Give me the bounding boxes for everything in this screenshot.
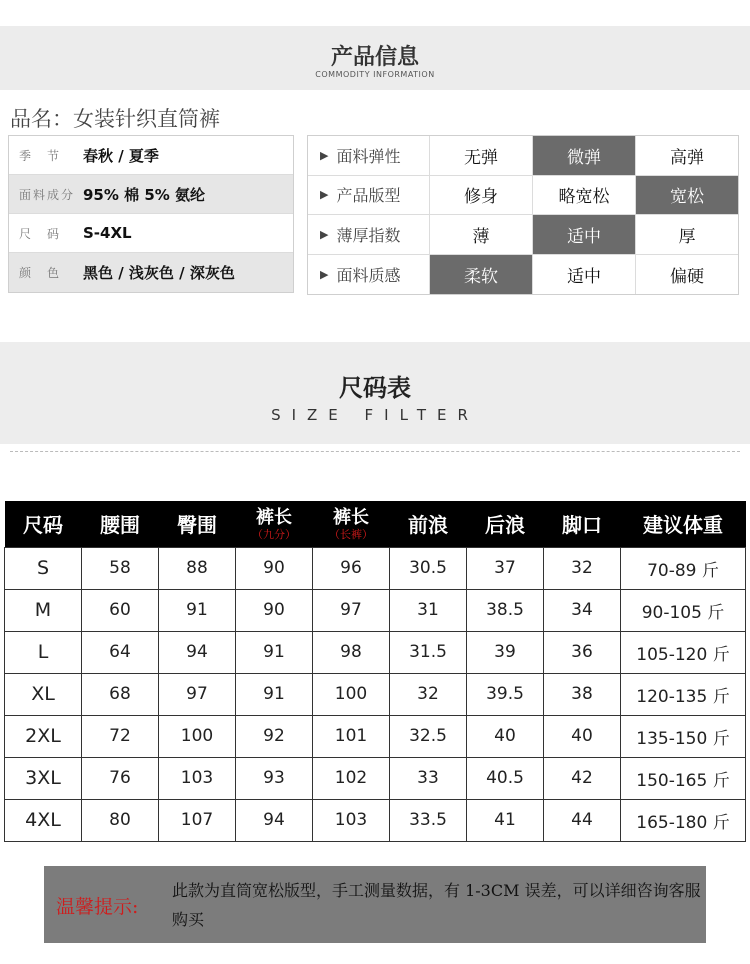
size-table-header-cell: 后浪 (467, 501, 544, 547)
attribute-label (308, 255, 430, 295)
table-cell: 39.5 (467, 673, 544, 715)
table-cell: 96 (313, 547, 390, 589)
attribute-option: 柔软 (430, 255, 533, 295)
attribute-row (308, 215, 738, 255)
table-cell: 68 (82, 673, 159, 715)
table-cell: 33 (390, 757, 467, 799)
table-cell: 76 (82, 757, 159, 799)
spec-key: 季 节 (19, 148, 62, 163)
attribute-row (308, 136, 738, 176)
spec-row (9, 253, 293, 292)
product-name (10, 103, 220, 133)
spec-table (8, 135, 294, 293)
size-table-header-cell: 腰围 (82, 501, 159, 547)
size-chart-subtitle: SIZE FILTER (271, 406, 479, 424)
arrow-right-icon: ▶ (320, 188, 329, 202)
attribute-row (308, 176, 738, 216)
commodity-title: 产品信息 (330, 45, 419, 70)
size-table-header-cell: 尺码 (5, 501, 82, 547)
table-cell: L (5, 631, 82, 673)
commodity-banner (0, 26, 750, 90)
table-cell: 105-120 斤 (621, 631, 746, 673)
table-cell: 91 (159, 589, 236, 631)
spec-value: 黑色 / 浅灰色 / 深灰色 (83, 264, 235, 282)
table-cell: 91 (236, 631, 313, 673)
table-cell: 2XL (5, 715, 82, 757)
size-table-header (5, 501, 746, 547)
spec-value: 95% 棉 5% 氨纶 (83, 185, 206, 204)
table-cell: 36 (544, 631, 621, 673)
attribute-option: 略宽松 (533, 176, 636, 215)
spec-key: 尺 码 (19, 226, 62, 241)
spec-row (9, 136, 293, 175)
commodity-subtitle: COMMODITY INFORMATION (315, 70, 435, 79)
table-cell: 94 (159, 631, 236, 673)
table-cell: 3XL (5, 757, 82, 799)
attribute-option: 无弹 (430, 136, 533, 175)
table-cell: 94 (236, 799, 313, 841)
size-table-header-cell: 臀围 (159, 501, 236, 547)
table-cell: 92 (236, 715, 313, 757)
spec-value: S-4XL (83, 224, 132, 242)
table-cell: 70-89 斤 (621, 547, 746, 589)
table-cell: 107 (159, 799, 236, 841)
table-cell: 58 (82, 547, 159, 589)
header-sub-text: （长裤） (329, 527, 373, 541)
divider (10, 451, 740, 452)
attribute-option: 适中 (533, 255, 636, 295)
size-table-header-cell: 建议体重 (621, 501, 746, 547)
attribute-option: 薄 (430, 215, 533, 254)
table-row (5, 757, 746, 799)
table-cell: 90 (236, 589, 313, 631)
table-cell: 41 (467, 799, 544, 841)
attribute-label (308, 215, 430, 254)
attribute-label (308, 176, 430, 215)
notice-label: 温馨提示: (56, 896, 139, 918)
spec-row (9, 214, 293, 253)
arrow-right-icon: ▶ (320, 267, 329, 281)
table-row (5, 715, 746, 757)
attribute-label-text: 薄厚指数 (336, 225, 401, 245)
table-cell: 44 (544, 799, 621, 841)
table-cell: 30.5 (390, 547, 467, 589)
size-chart-title: 尺码表 (339, 374, 411, 402)
table-cell: 135-150 斤 (621, 715, 746, 757)
spec-value: 春秋 / 夏季 (83, 146, 159, 165)
size-table-header-cell (236, 501, 313, 547)
attribute-label-text: 面料质感 (336, 265, 401, 285)
spec-key: 面料成分 (19, 187, 76, 202)
table-cell: 38.5 (467, 589, 544, 631)
table-cell: 100 (159, 715, 236, 757)
table-cell: 37 (467, 547, 544, 589)
table-row (5, 631, 746, 673)
table-cell: 98 (313, 631, 390, 673)
table-cell: 33.5 (390, 799, 467, 841)
table-cell: 103 (313, 799, 390, 841)
table-cell: 39 (467, 631, 544, 673)
attribute-row (308, 255, 738, 295)
table-cell: 31 (390, 589, 467, 631)
attribute-option: 宽松 (636, 176, 738, 215)
table-cell: 40 (544, 715, 621, 757)
table-cell: 72 (82, 715, 159, 757)
table-cell: S (5, 547, 82, 589)
table-cell: 32.5 (390, 715, 467, 757)
spec-key: 颜 色 (19, 266, 62, 280)
product-name-value: 女装针织直筒裤 (73, 107, 220, 131)
table-row (5, 673, 746, 715)
table-cell: 4XL (5, 799, 82, 841)
arrow-right-icon: ▶ (320, 227, 329, 241)
attribute-option: 微弹 (533, 136, 636, 175)
table-cell: 64 (82, 631, 159, 673)
header-main-text: 裤长 (333, 506, 369, 528)
notice-box (44, 866, 706, 943)
product-name-label: 品名： (10, 107, 73, 131)
arrow-right-icon: ▶ (320, 148, 329, 162)
table-cell: 88 (159, 547, 236, 589)
spec-row (9, 175, 293, 214)
notice-text: 此款为直筒宽松版型，手工测量数据，有 1-3CM 误差，可以详细咨询客服购买 (172, 881, 701, 929)
table-cell: 80 (82, 799, 159, 841)
table-cell: 90 (236, 547, 313, 589)
table-cell: 97 (159, 673, 236, 715)
header-main-text: 裤长 (256, 506, 292, 528)
attribute-label (308, 136, 430, 175)
table-row (5, 799, 746, 841)
size-chart-banner (0, 342, 750, 444)
table-cell: 32 (544, 547, 621, 589)
table-cell: 40.5 (467, 757, 544, 799)
table-cell: M (5, 589, 82, 631)
table-cell: 40 (467, 715, 544, 757)
table-cell: 90-105 斤 (621, 589, 746, 631)
table-cell: 31.5 (390, 631, 467, 673)
table-cell: 100 (313, 673, 390, 715)
table-cell: XL (5, 673, 82, 715)
table-cell: 150-165 斤 (621, 757, 746, 799)
table-cell: 97 (313, 589, 390, 631)
table-cell: 60 (82, 589, 159, 631)
header-sub-text: （九分） (252, 527, 296, 541)
table-cell: 103 (159, 757, 236, 799)
attribute-option: 高弹 (670, 147, 704, 168)
attribute-option: 偏硬 (670, 266, 704, 287)
size-table-header-cell (313, 501, 390, 547)
attribute-table (307, 135, 739, 295)
table-cell: 32 (390, 673, 467, 715)
size-table-header-cell: 脚口 (544, 501, 621, 547)
table-row (5, 589, 746, 631)
table-cell: 102 (313, 757, 390, 799)
attribute-label-text: 面料弹性 (336, 146, 401, 166)
table-cell: 34 (544, 589, 621, 631)
table-cell: 42 (544, 757, 621, 799)
table-cell: 165-180 斤 (621, 799, 746, 841)
attribute-label-text: 产品版型 (336, 186, 401, 206)
table-row (5, 547, 746, 589)
table-cell: 101 (313, 715, 390, 757)
attribute-option: 厚 (678, 226, 696, 247)
attribute-option: 适中 (533, 215, 636, 254)
attribute-option: 修身 (430, 176, 533, 215)
size-table-header-cell: 前浪 (390, 501, 467, 547)
size-table (4, 501, 746, 842)
table-cell: 93 (236, 757, 313, 799)
table-cell: 91 (236, 673, 313, 715)
table-cell: 38 (544, 673, 621, 715)
table-cell: 120-135 斤 (621, 673, 746, 715)
